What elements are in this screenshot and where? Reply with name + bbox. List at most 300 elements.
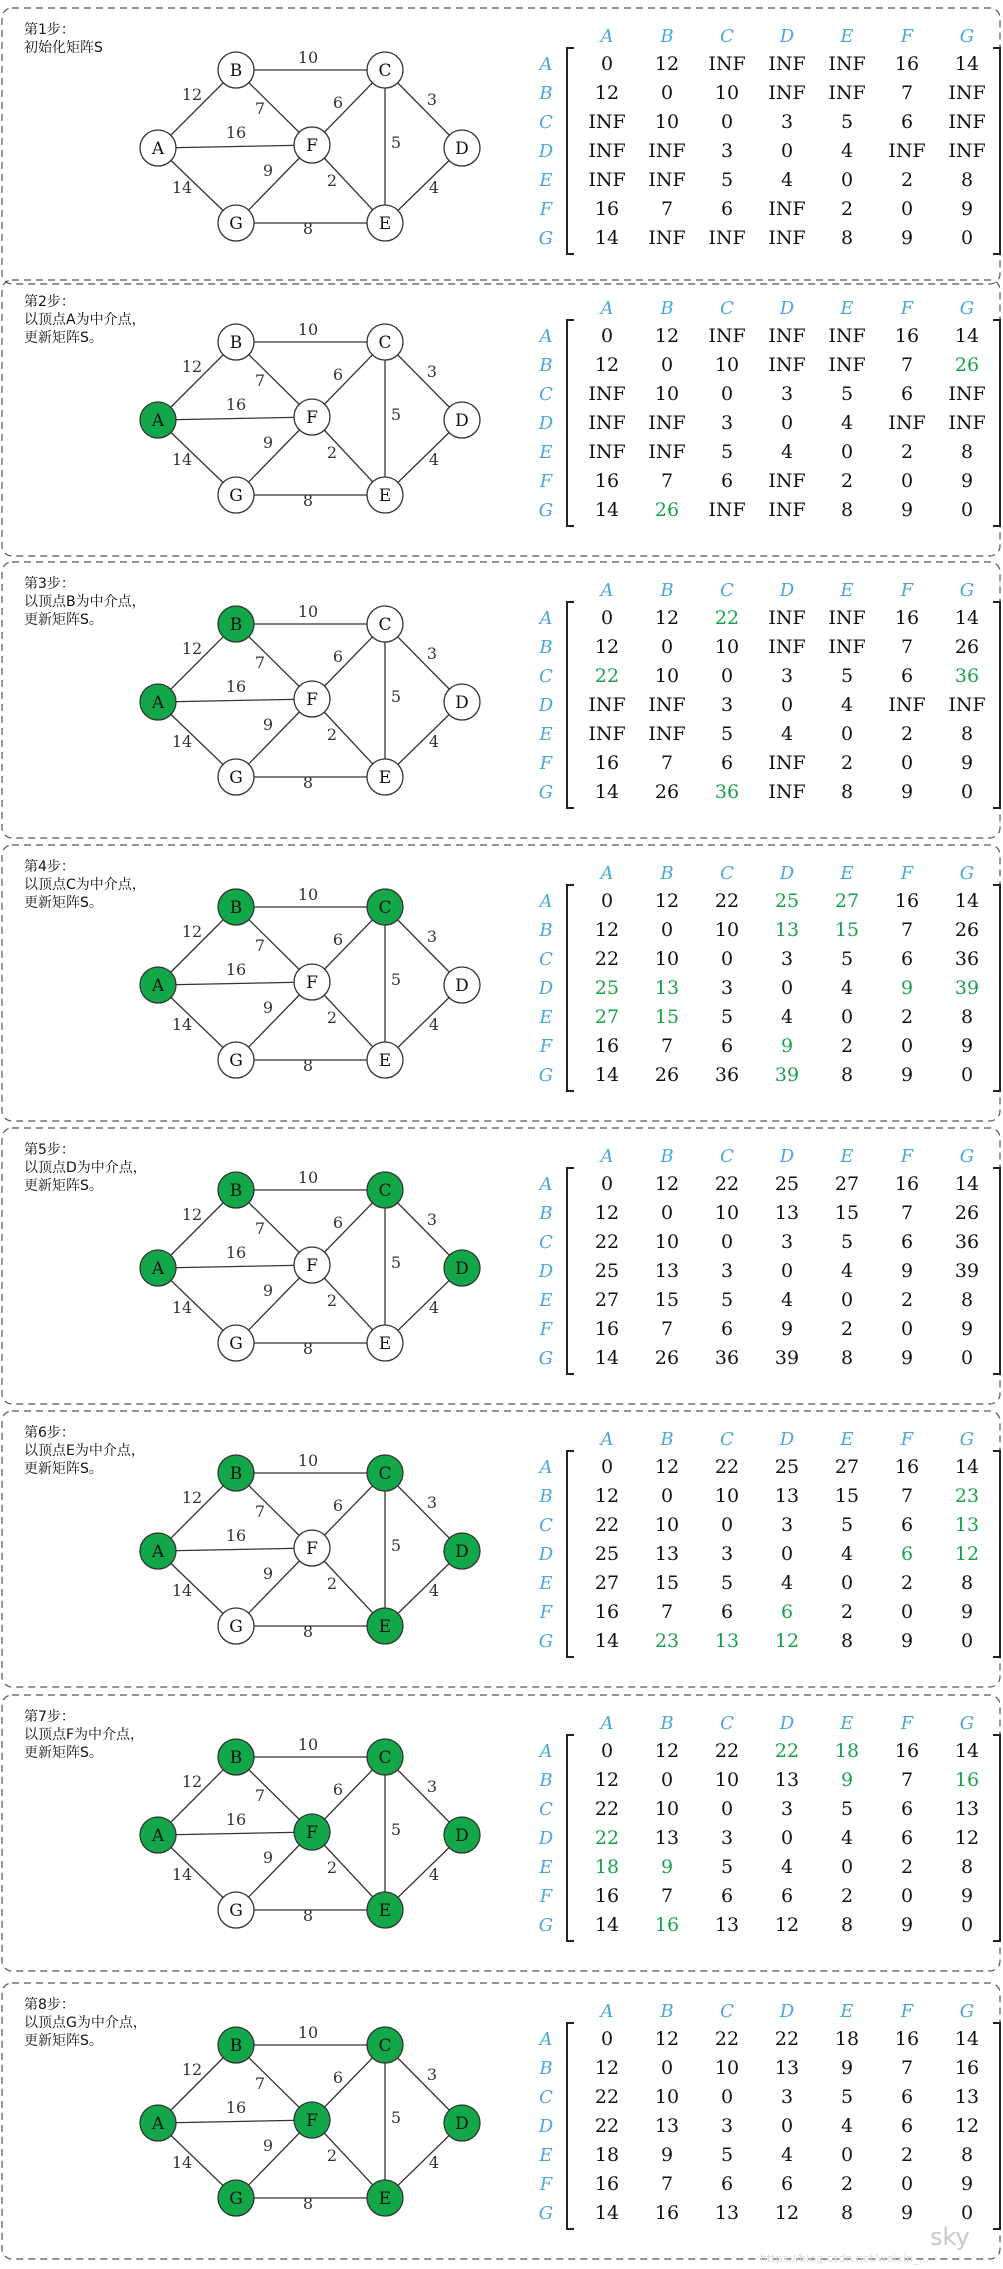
col-header-A: A	[600, 298, 614, 319]
matrix-cell: 14	[954, 1456, 980, 1478]
matrix-cell: 5	[840, 2086, 854, 2108]
matrix-cell: 16	[594, 752, 620, 774]
col-header-F: F	[900, 1429, 914, 1450]
edge-weight-B-F: 7	[254, 371, 266, 390]
matrix-cell: 4	[780, 2144, 794, 2166]
matrix-cell: 2	[900, 723, 914, 745]
edge-weight-F-E: 2	[326, 1008, 338, 1027]
matrix-cell: 2	[840, 470, 854, 492]
matrix-cell: 5	[840, 1514, 854, 1536]
matrix-cell: 0	[900, 1601, 914, 1623]
edge-weight-C-F: 6	[332, 1496, 344, 1515]
edge-weight-G-E: 8	[302, 1056, 314, 1075]
row-header-E: E	[539, 1573, 553, 1594]
step-title-line: 更新矩阵S。	[24, 895, 103, 911]
matrix-cell: 6	[900, 1827, 914, 1849]
edge-weight-D-E: 4	[428, 1865, 440, 1884]
matrix-cell: 16	[594, 198, 620, 220]
matrix-cell: 4	[780, 1856, 794, 1878]
matrix-cell: 10	[714, 354, 740, 376]
matrix-cell: 9	[960, 1885, 974, 1907]
matrix-cell: 2	[900, 1289, 914, 1311]
matrix-cell: 8	[960, 2144, 974, 2166]
matrix-cell: 0	[900, 1885, 914, 1907]
matrix-cell: 36	[714, 1347, 740, 1369]
matrix-cell: 16	[594, 1035, 620, 1057]
matrix-cell: 6	[900, 2115, 914, 2137]
edge-weight-F-G: 9	[262, 161, 274, 180]
matrix-cell: 27	[594, 1572, 620, 1594]
matrix-cell: 9	[900, 1260, 914, 1282]
edge-weight-G-E: 8	[302, 491, 314, 510]
step-title-line: 更新矩阵S。	[24, 1745, 103, 1761]
matrix-cell: 12	[594, 82, 620, 104]
matrix-cell: 0	[960, 1630, 974, 1652]
matrix-cell: 2	[900, 1572, 914, 1594]
matrix-cell: 16	[954, 1769, 980, 1791]
col-header-F: F	[900, 2001, 914, 2022]
matrix-cell: 7	[900, 919, 914, 941]
matrix-cell: 10	[714, 2057, 740, 2079]
matrix-cell: 14	[594, 227, 620, 249]
matrix-cell: 16	[894, 1173, 920, 1195]
matrix-cell: INF	[588, 111, 626, 133]
col-header-D: D	[779, 580, 795, 601]
matrix-cell: 14	[594, 1064, 620, 1086]
matrix-cell: 9	[960, 752, 974, 774]
matrix-cell: 22	[714, 890, 740, 912]
matrix-cell: 8	[960, 441, 974, 463]
col-header-C: C	[720, 1429, 734, 1450]
matrix-cell: 3	[780, 1231, 794, 1253]
matrix-cell: 0	[960, 2202, 974, 2224]
matrix-cell: 14	[954, 2028, 980, 2050]
row-header-E: E	[539, 1857, 553, 1878]
node-label-B: B	[229, 1748, 243, 1768]
matrix-cell: 6	[900, 948, 914, 970]
col-header-C: C	[720, 298, 734, 319]
matrix-cell: INF	[828, 607, 866, 629]
matrix-cell: 10	[654, 111, 680, 133]
matrix-cell: INF	[768, 82, 806, 104]
matrix-cell: 6	[900, 111, 914, 133]
edge-weight-F-G: 9	[262, 1848, 274, 1867]
matrix-cell: 26	[654, 1347, 680, 1369]
edge-A-F	[158, 417, 312, 420]
matrix-left-bracket	[567, 885, 574, 1091]
matrix-cell: INF	[648, 412, 686, 434]
matrix-cell: 0	[720, 665, 734, 687]
matrix-cell: 27	[594, 1006, 620, 1028]
node-label-G: G	[229, 214, 243, 234]
edge-weight-F-E: 2	[326, 1574, 338, 1593]
row-header-D: D	[538, 413, 554, 434]
matrix-cell: 9	[900, 499, 914, 521]
matrix-cell: 4	[840, 694, 854, 716]
matrix-cell: 10	[654, 948, 680, 970]
matrix-cell: 0	[660, 1769, 674, 1791]
edge-weight-B-C: 10	[297, 320, 319, 339]
matrix-cell: 9	[960, 1601, 974, 1623]
edge-weight-G-E: 8	[302, 1622, 314, 1641]
step-panel-2	[2, 280, 1000, 556]
matrix-cell: 0	[900, 752, 914, 774]
matrix-cell: 8	[840, 1347, 854, 1369]
edge-weight-A-G: 14	[171, 1581, 193, 1600]
matrix-cell: 16	[894, 890, 920, 912]
matrix-cell: 3	[780, 111, 794, 133]
matrix-cell: 5	[840, 383, 854, 405]
matrix-cell: 5	[840, 665, 854, 687]
matrix-cell: INF	[708, 499, 746, 521]
col-header-C: C	[720, 1146, 734, 1167]
edge-weight-C-D: 3	[426, 1493, 438, 1512]
edge-weight-C-D: 3	[426, 1210, 438, 1229]
matrix-cell: 6	[720, 1601, 734, 1623]
col-header-B: B	[660, 1146, 674, 1167]
col-header-B: B	[660, 863, 674, 884]
edge-weight-A-F: 16	[225, 1526, 247, 1545]
matrix-cell: 13	[714, 1630, 740, 1652]
matrix-cell: 9	[960, 198, 974, 220]
matrix-left-bracket	[567, 48, 574, 254]
matrix-cell: INF	[648, 169, 686, 191]
row-header-G: G	[538, 500, 554, 521]
matrix-cell: 5	[720, 1289, 734, 1311]
matrix-cell: 16	[894, 325, 920, 347]
matrix-cell: 5	[720, 723, 734, 745]
row-header-A: A	[539, 608, 553, 629]
matrix-cell: 4	[840, 1543, 854, 1565]
node-label-F: F	[306, 136, 318, 156]
node-label-C: C	[378, 615, 392, 635]
edge-weight-A-B: 12	[181, 1772, 203, 1791]
step-panel-5	[2, 1128, 1000, 1404]
matrix-cell: 7	[660, 198, 674, 220]
node-label-G: G	[229, 768, 243, 788]
edge-weight-B-C: 10	[297, 885, 319, 904]
matrix-cell: 12	[654, 1456, 680, 1478]
matrix-cell: 9	[840, 1769, 854, 1791]
row-header-B: B	[539, 1770, 553, 1791]
matrix-cell: 23	[654, 1630, 680, 1652]
row-header-A: A	[539, 1457, 553, 1478]
matrix-cell: 39	[774, 1064, 800, 1086]
matrix-cell: 5	[840, 948, 854, 970]
edge-weight-C-F: 6	[332, 1780, 344, 1799]
step-title-line: 第2步：	[24, 294, 75, 310]
matrix-cell: 12	[774, 1914, 800, 1936]
matrix-cell: 12	[654, 607, 680, 629]
step-panel-7	[2, 1695, 1000, 1971]
step-title-line: 第4步：	[24, 859, 75, 875]
matrix-cell: 9	[900, 1064, 914, 1086]
matrix-cell: 13	[954, 1798, 980, 1820]
edge-weight-C-F: 6	[332, 365, 344, 384]
matrix-cell: 2	[840, 1035, 854, 1057]
step-title-line: 第3步：	[24, 576, 75, 592]
matrix-cell: 6	[720, 1885, 734, 1907]
edge-weight-F-E: 2	[326, 443, 338, 462]
watermark-text: sky	[930, 2223, 970, 2251]
matrix-cell: 0	[840, 723, 854, 745]
node-label-G: G	[229, 1051, 243, 1071]
row-header-G: G	[538, 2203, 554, 2224]
row-header-D: D	[538, 978, 554, 999]
matrix-cell: 10	[714, 1202, 740, 1224]
col-header-A: A	[600, 863, 614, 884]
node-label-A: A	[151, 411, 165, 431]
matrix-cell: 26	[954, 1202, 980, 1224]
matrix-left-bracket	[567, 1735, 574, 1941]
matrix-right-bracket	[993, 1451, 1000, 1657]
matrix-cell: 12	[594, 919, 620, 941]
edge-weight-C-F: 6	[332, 1213, 344, 1232]
node-label-C: C	[378, 333, 392, 353]
matrix-cell: 10	[714, 919, 740, 941]
step-title-line: 第8步：	[24, 1997, 75, 2013]
matrix-cell: 14	[594, 781, 620, 803]
matrix-cell: 10	[654, 2086, 680, 2108]
col-header-B: B	[660, 1713, 674, 1734]
step-title-line: 以顶点C为中介点，	[24, 877, 146, 893]
edge-A-F	[158, 1548, 312, 1551]
matrix-cell: 12	[654, 53, 680, 75]
matrix-cell: 12	[594, 1202, 620, 1224]
col-header-D: D	[779, 2001, 795, 2022]
row-header-F: F	[539, 1602, 553, 1623]
step-panel-1	[2, 8, 1000, 284]
edge-A-F	[158, 145, 312, 148]
edge-weight-C-E: 5	[390, 1536, 402, 1555]
matrix-cell: 7	[660, 1318, 674, 1340]
matrix-cell: 22	[594, 1827, 620, 1849]
matrix-cell: INF	[708, 53, 746, 75]
row-header-E: E	[539, 1007, 553, 1028]
node-label-D: D	[455, 1542, 469, 1562]
matrix-cell: 0	[780, 977, 794, 999]
node-label-E: E	[378, 1051, 392, 1071]
matrix-cell: 25	[594, 1543, 620, 1565]
matrix-cell: 22	[714, 1740, 740, 1762]
matrix-cell: INF	[588, 383, 626, 405]
edge-weight-A-B: 12	[181, 639, 203, 658]
edge-weight-F-G: 9	[262, 1564, 274, 1583]
col-header-F: F	[900, 1146, 914, 1167]
matrix-cell: 9	[960, 470, 974, 492]
matrix-cell: 3	[780, 665, 794, 687]
row-header-C: C	[539, 2087, 553, 2108]
edge-weight-F-E: 2	[326, 2146, 338, 2165]
matrix-cell: 0	[780, 412, 794, 434]
edge-weight-D-E: 4	[428, 1581, 440, 1600]
matrix-cell: 4	[840, 2115, 854, 2137]
edge-weight-A-B: 12	[181, 1488, 203, 1507]
matrix-cell: 5	[720, 169, 734, 191]
row-header-B: B	[539, 355, 553, 376]
matrix-cell: 10	[714, 636, 740, 658]
edge-weight-A-F: 16	[225, 677, 247, 696]
matrix-cell: 13	[954, 2086, 980, 2108]
col-header-B: B	[660, 1429, 674, 1450]
matrix-cell: 14	[594, 1914, 620, 1936]
node-label-A: A	[151, 693, 165, 713]
node-label-E: E	[378, 486, 392, 506]
col-header-B: B	[660, 26, 674, 47]
node-label-B: B	[229, 1464, 243, 1484]
node-label-D: D	[455, 1826, 469, 1846]
matrix-cell: 18	[834, 1740, 860, 1762]
edge-weight-B-C: 10	[297, 48, 319, 67]
edge-weight-A-G: 14	[171, 1298, 193, 1317]
matrix-cell: 7	[900, 1202, 914, 1224]
col-header-D: D	[779, 1713, 795, 1734]
matrix-cell: 7	[660, 1601, 674, 1623]
col-header-F: F	[900, 26, 914, 47]
node-label-F: F	[306, 2111, 318, 2131]
matrix-cell: 26	[954, 636, 980, 658]
edge-weight-C-E: 5	[390, 133, 402, 152]
col-header-E: E	[840, 26, 854, 47]
edge-weight-A-F: 16	[225, 123, 247, 142]
matrix-cell: 0	[720, 383, 734, 405]
node-label-F: F	[306, 973, 318, 993]
row-header-G: G	[538, 1065, 554, 1086]
col-header-B: B	[660, 298, 674, 319]
matrix-cell: INF	[948, 383, 986, 405]
col-header-F: F	[900, 298, 914, 319]
edge-weight-B-C: 10	[297, 602, 319, 621]
matrix-right-bracket	[993, 602, 1000, 808]
matrix-cell: 0	[960, 499, 974, 521]
step-title-line: 更新矩阵S。	[24, 2033, 103, 2049]
edge-weight-F-G: 9	[262, 998, 274, 1017]
step-title-line: 以顶点E为中介点，	[24, 1443, 145, 1459]
edge-weight-B-C: 10	[297, 1168, 319, 1187]
row-header-D: D	[538, 2116, 554, 2137]
matrix-cell: INF	[648, 140, 686, 162]
matrix-cell: 10	[654, 1798, 680, 1820]
col-header-G: G	[959, 298, 975, 319]
matrix-cell: 39	[954, 977, 980, 999]
row-header-D: D	[538, 1261, 554, 1282]
matrix-cell: 12	[954, 2115, 980, 2137]
matrix-cell: 26	[954, 354, 980, 376]
matrix-cell: 22	[594, 1798, 620, 1820]
matrix-cell: 16	[894, 53, 920, 75]
edge-weight-A-G: 14	[171, 2153, 193, 2172]
edge-weight-A-G: 14	[171, 1865, 193, 1884]
matrix-cell: INF	[948, 412, 986, 434]
row-header-F: F	[539, 471, 553, 492]
row-header-D: D	[538, 141, 554, 162]
matrix-cell: 0	[960, 227, 974, 249]
col-header-E: E	[840, 580, 854, 601]
node-label-A: A	[151, 139, 165, 159]
matrix-cell: 0	[660, 354, 674, 376]
matrix-cell: 9	[900, 2202, 914, 2224]
watermark-url: https://blog.csdn.net/weixin_...	[760, 2252, 930, 2265]
matrix-cell: 13	[654, 2115, 680, 2137]
row-header-F: F	[539, 753, 553, 774]
matrix-cell: 0	[780, 1543, 794, 1565]
matrix-cell: 2	[840, 198, 854, 220]
edge-weight-B-F: 7	[254, 936, 266, 955]
matrix-cell: INF	[588, 140, 626, 162]
matrix-cell: INF	[768, 607, 806, 629]
matrix-cell: 25	[594, 1260, 620, 1282]
step-panel-8	[2, 1983, 1000, 2259]
matrix-cell: 0	[960, 1914, 974, 1936]
edge-weight-B-F: 7	[254, 1786, 266, 1805]
matrix-right-bracket	[993, 1735, 1000, 1941]
row-header-E: E	[539, 724, 553, 745]
matrix-cell: 13	[654, 977, 680, 999]
matrix-cell: 9	[900, 781, 914, 803]
matrix-cell: INF	[588, 412, 626, 434]
matrix-cell: 16	[954, 2057, 980, 2079]
node-label-D: D	[455, 976, 469, 996]
matrix-cell: INF	[768, 227, 806, 249]
matrix-cell: 13	[774, 1202, 800, 1224]
matrix-cell: 0	[600, 325, 614, 347]
matrix-cell: 9	[900, 977, 914, 999]
matrix-cell: 2	[840, 752, 854, 774]
matrix-cell: 22	[714, 1173, 740, 1195]
matrix-cell: 15	[834, 919, 860, 941]
matrix-cell: 9	[780, 1318, 794, 1340]
col-header-C: C	[720, 26, 734, 47]
matrix-cell: 7	[900, 1485, 914, 1507]
matrix-cell: 13	[774, 919, 800, 941]
row-header-C: C	[539, 1515, 553, 1536]
edge-weight-F-G: 9	[262, 2136, 274, 2155]
row-header-B: B	[539, 2058, 553, 2079]
edge-weight-C-D: 3	[426, 644, 438, 663]
row-header-C: C	[539, 112, 553, 133]
step-title-line: 以顶点B为中介点，	[24, 594, 146, 610]
row-header-D: D	[538, 1544, 554, 1565]
node-label-D: D	[455, 139, 469, 159]
matrix-cell: 6	[720, 1318, 734, 1340]
matrix-cell: 0	[900, 198, 914, 220]
col-header-F: F	[900, 1713, 914, 1734]
matrix-cell: 13	[774, 2057, 800, 2079]
matrix-left-bracket	[567, 320, 574, 526]
edge-weight-C-D: 3	[426, 2065, 438, 2084]
matrix-cell: 12	[654, 1173, 680, 1195]
matrix-cell: 4	[840, 140, 854, 162]
matrix-cell: INF	[948, 82, 986, 104]
node-label-A: A	[151, 1542, 165, 1562]
edge-weight-B-F: 7	[254, 1219, 266, 1238]
matrix-cell: 22	[594, 665, 620, 687]
row-header-E: E	[539, 442, 553, 463]
matrix-cell: 6	[900, 1543, 914, 1565]
col-header-D: D	[779, 863, 795, 884]
matrix-cell: 25	[774, 1173, 800, 1195]
matrix-cell: 3	[720, 1827, 734, 1849]
node-label-B: B	[229, 1181, 243, 1201]
edge-weight-A-B: 12	[181, 922, 203, 941]
matrix-cell: 12	[594, 354, 620, 376]
edge-weight-B-F: 7	[254, 653, 266, 672]
matrix-cell: 7	[900, 82, 914, 104]
matrix-cell: 12	[954, 1827, 980, 1849]
matrix-cell: INF	[588, 694, 626, 716]
row-header-G: G	[538, 782, 554, 803]
matrix-cell: 0	[960, 781, 974, 803]
